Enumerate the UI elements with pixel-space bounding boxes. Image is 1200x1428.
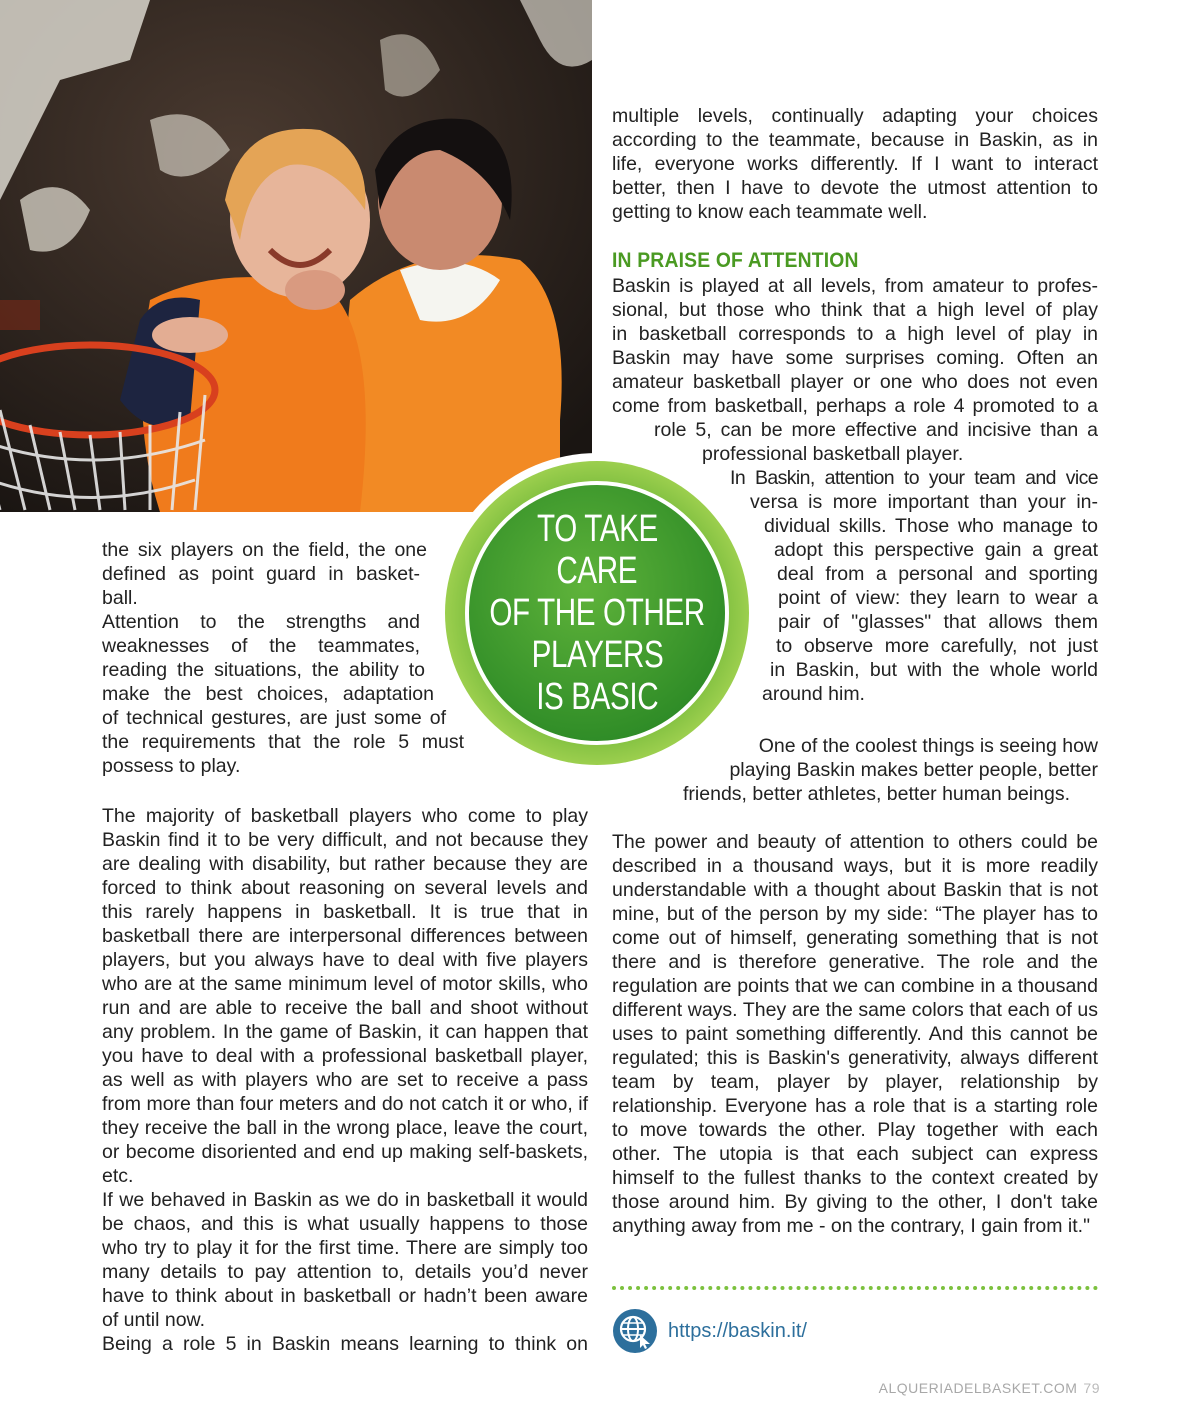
paragraph-difficulty: The majority of basketball players who come to play Baskin find it to be very difficult, and not because they are dealing with disability, but rather because they are forced to think about reasoning on several levels and this rarely happens in basketball. It is true that in basketball there are interpersonal differences between players, but you always have to deal with five players who are at the same minimum level of motor skills, who run and are able to receive the ball and shoot without any problem. In the game of Baskin, it can happen that you have to deal with a professional basketball player, as well as with players who are set to receive a pass from more than four meters and do not catch it or who, if they receive the ball in the wrong place, leave the court, or become disoriented and end up making self-baskets, etc. (102, 805, 588, 1187)
globe-icon (612, 1308, 658, 1354)
section-line: Baskin may have some surprises coming. Often an (612, 347, 1098, 369)
section-line: around him. (762, 683, 865, 705)
section-line: amateur basketball player or one who does not even (612, 371, 1098, 393)
badge-line: IS BASIC (535, 676, 659, 718)
coolest-line: One of the coolest things is seeing how (758, 735, 1098, 757)
footer-site: ALQUERIADELBASKET.COM (878, 1380, 1078, 1396)
section-line: dividual skills. Those who manage to (764, 515, 1098, 537)
closing-paragraph (612, 830, 1098, 1238)
section-line: adopt this perspective gain a great (774, 539, 1098, 561)
badge-quote-text (432, 448, 762, 778)
wrap-line: Attention to the strengths and (102, 611, 420, 633)
wrap-line: of technical gestures, are just some of (102, 707, 446, 729)
basketball-players-photo (0, 0, 592, 512)
section-line: sional, but those who think that a high level of play (612, 299, 1098, 321)
wrap-line: the requirements that the role 5 must (102, 731, 464, 753)
section-line: In Baskin, attention to your team and vice (730, 467, 1098, 489)
section-line: come from basketball, perhaps a role 4 promoted to a (612, 395, 1098, 417)
right-column-intro (612, 104, 1098, 224)
baskin-website-link[interactable]: https://baskin.it/ (668, 1320, 807, 1342)
page-footer (879, 1380, 1100, 1396)
section-line: professional basketball player. (702, 443, 964, 465)
section-line: to observe more carefully, not just (776, 635, 1098, 657)
hero-photo (0, 0, 592, 512)
wrap-line: weaknesses of the teammates, (102, 635, 420, 657)
badge-line: OF THE OTHER (489, 592, 705, 634)
wrap-line: the six players on the field, the one (102, 539, 427, 561)
section-praise-of-attention (612, 248, 1098, 274)
section-line: in Baskin, but with the whole world (770, 659, 1098, 681)
section-line: Baskin is played at all levels, from amateur to profes- (612, 275, 1098, 297)
badge-line: PLAYERS (531, 634, 663, 676)
paragraph-chaos: If we behaved in Baskin as we do in basketball it would be chaos, and this is what usually happens to those who try to play it for the first time. There are simply too many details to pay attention to, details you’d never have to think about in basketball or hadn’t been aware of until now. (102, 1189, 588, 1331)
coolest-line: playing Baskin makes better people, better (729, 759, 1098, 781)
dotted-divider (612, 1286, 1098, 1290)
wrap-line: make the best choices, adaptation (102, 683, 434, 705)
section-heading: IN PRAISE OF ATTENTION (612, 249, 859, 272)
wrap-line: ball. (102, 587, 138, 609)
paragraph-role-5: Being a role 5 in Baskin means learning to think on (102, 1333, 588, 1355)
wrap-line: defined as point guard in basket- (102, 563, 420, 585)
section-line: pair of "glasses" that allows them (778, 611, 1098, 633)
left-column-body (102, 804, 588, 1356)
wrap-line: possess to play. (102, 755, 241, 777)
quote-badge (432, 448, 762, 778)
left-column-wrap (102, 538, 472, 778)
section-line: versa is more important than your in- (750, 491, 1098, 513)
wrap-line: reading the situations, the ability to (102, 659, 425, 681)
badge-line: TO TAKE (536, 508, 658, 550)
section-line: point of view: they learn to wear a (778, 587, 1098, 609)
coolest-line: friends, better athletes, better human beings. (683, 783, 1070, 805)
section-line: in basketball corresponds to a high level of play in (612, 323, 1098, 345)
closing-text: The power and beauty of attention to others could be described in a thousand ways, but it is more readily understandable with a thought about Baskin that is not mine, but of the person by my side: “The player has to come out of himself, generating something that is not there and is therefore generative. The role and the regulation are points that we can combine in a thousand different ways. They are the same colors that each of us uses to paint something differently. And this cannot be regulated; this is Baskin's generativity, always different team by team, player by player, relationship by relationship. Everyone has a role that is a starting role to move towards the other. Play together with each other. The utopia is that each subject can express himself to the fullest thanks to the context created by those around him. By giving to the other, I don't take anything away from me - on the contrary, I gain from it." (612, 831, 1098, 1237)
page-number: 79 (1083, 1380, 1100, 1396)
section-line: deal from a personal and sporting (777, 563, 1098, 585)
intro-paragraph: multiple levels, continually adapting your choices according to the teammate, because in Baskin, as in life, everyone works differently. If I want to interact better, then I have to devote the utmost attention to getting to know each teammate well. (612, 105, 1098, 223)
section-line: role 5, can be more effective and incisive than a (654, 419, 1098, 441)
badge-line: CARE (556, 550, 638, 592)
